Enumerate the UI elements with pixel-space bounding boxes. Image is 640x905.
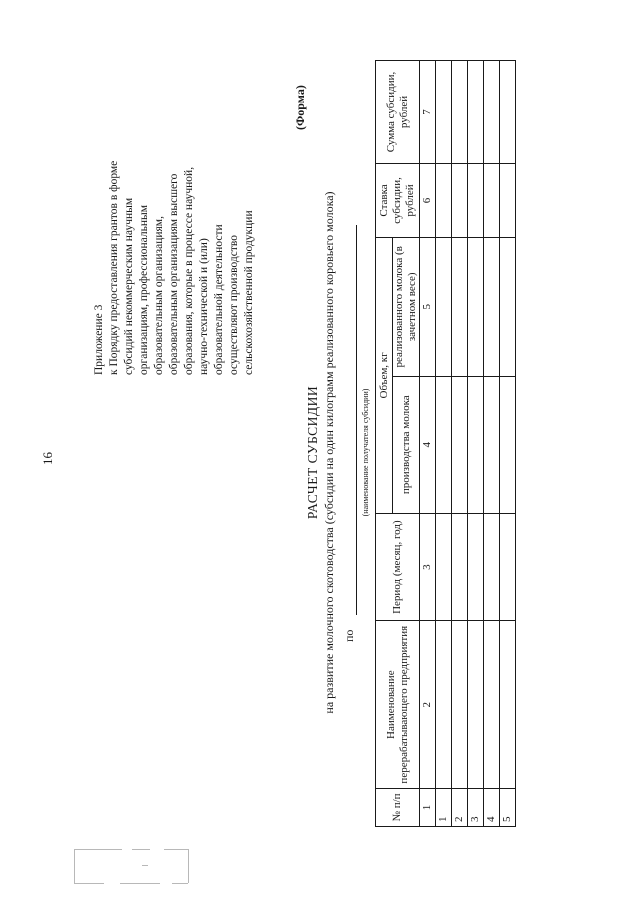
subsidy-table-container xyxy=(375,60,516,827)
cell-period[interactable] xyxy=(452,513,468,621)
table-row xyxy=(500,61,516,827)
appendix-line: осуществляют производство xyxy=(228,235,240,375)
scan-artifact xyxy=(72,845,192,887)
cell-sum[interactable] xyxy=(468,61,484,164)
cell-rate[interactable] xyxy=(484,163,500,237)
cell-enterprise[interactable] xyxy=(468,621,484,789)
header-period: Период (месяц, год) xyxy=(376,513,420,621)
row-number: 5 xyxy=(500,788,516,826)
column-number: 3 xyxy=(420,513,436,621)
appendix-line: научно-технической и (или) xyxy=(198,238,210,375)
appendix-note xyxy=(92,45,257,375)
column-number: 6 xyxy=(420,163,436,237)
recipient-caption: (наименование получателя субсидии) xyxy=(361,388,370,517)
header-sold: реализованного молока (в зачетном весе) xyxy=(393,237,420,376)
column-number-row xyxy=(420,61,436,827)
column-number: 5 xyxy=(420,237,436,376)
cell-period[interactable] xyxy=(500,513,516,621)
cell-sold[interactable] xyxy=(484,237,500,376)
appendix-line: субсидий некоммерческим научным xyxy=(123,197,135,375)
cell-sum[interactable] xyxy=(500,61,516,164)
subsidy-table xyxy=(375,60,516,827)
cell-sum[interactable] xyxy=(452,61,468,164)
cell-production[interactable] xyxy=(484,376,500,513)
appendix-line: к Порядку предоставления грантов в форме xyxy=(108,160,120,375)
cell-rate[interactable] xyxy=(436,163,452,237)
table-row xyxy=(452,61,468,827)
cell-sold[interactable] xyxy=(452,237,468,376)
column-number: 4 xyxy=(420,376,436,513)
appendix-line: образовательным организациям, xyxy=(153,216,165,375)
cell-enterprise[interactable] xyxy=(500,621,516,789)
cell-period[interactable] xyxy=(436,513,452,621)
recipient-prefix: по xyxy=(342,629,356,642)
cell-sum[interactable] xyxy=(436,61,452,164)
cell-period[interactable] xyxy=(468,513,484,621)
header-enterprise: Наименование перерабатывающего предприятия xyxy=(376,621,420,789)
appendix-line: образовательной деятельности xyxy=(213,224,225,375)
appendix-line: Приложение 3 xyxy=(93,304,105,375)
cell-sold[interactable] xyxy=(436,237,452,376)
page-number: 16 xyxy=(40,452,55,465)
cell-period[interactable] xyxy=(484,513,500,621)
appendix-line: организациям, профессиональным xyxy=(138,204,150,375)
cell-sold[interactable] xyxy=(500,237,516,376)
appendix-line: образования, которые в процессе научной, xyxy=(183,166,195,375)
cell-enterprise[interactable] xyxy=(436,621,452,789)
table-row xyxy=(484,61,500,827)
cell-enterprise[interactable] xyxy=(452,621,468,789)
appendix-line: образовательным организациям высшего xyxy=(168,173,180,375)
table-row xyxy=(468,61,484,827)
cell-production[interactable] xyxy=(500,376,516,513)
header-production: производства молока xyxy=(393,376,420,513)
row-number: 2 xyxy=(452,788,468,826)
cell-sum[interactable] xyxy=(484,61,500,164)
cell-production[interactable] xyxy=(452,376,468,513)
row-number: 3 xyxy=(468,788,484,826)
form-label: (Форма) xyxy=(293,85,307,130)
column-number: 2 xyxy=(420,621,436,789)
cell-production[interactable] xyxy=(436,376,452,513)
header-rate: Ставка субсидии, рублей xyxy=(376,163,420,237)
header-num: № п/п xyxy=(376,788,420,826)
row-number: 4 xyxy=(484,788,500,826)
column-number: 1 xyxy=(420,788,436,826)
cell-enterprise[interactable] xyxy=(484,621,500,789)
header-volume-group: Объем, кг xyxy=(376,237,393,513)
document-title: РАСЧЕТ СУБСИДИИ xyxy=(305,385,320,520)
document-subtitle: на развитие молочного скотоводства (субсидии на один килограмм реализованного коровьего молока) xyxy=(322,191,336,714)
cell-rate[interactable] xyxy=(500,163,516,237)
appendix-line: сельскохозяйственной продукции xyxy=(243,210,255,375)
cell-rate[interactable] xyxy=(468,163,484,237)
column-number: 7 xyxy=(420,61,436,164)
cell-production[interactable] xyxy=(468,376,484,513)
recipient-name-field[interactable] xyxy=(356,225,357,615)
table-row xyxy=(436,61,452,827)
header-sum: Сумма субсидии, рублей xyxy=(376,61,420,164)
row-number: 1 xyxy=(436,788,452,826)
cell-sold[interactable] xyxy=(468,237,484,376)
cell-rate[interactable] xyxy=(452,163,468,237)
